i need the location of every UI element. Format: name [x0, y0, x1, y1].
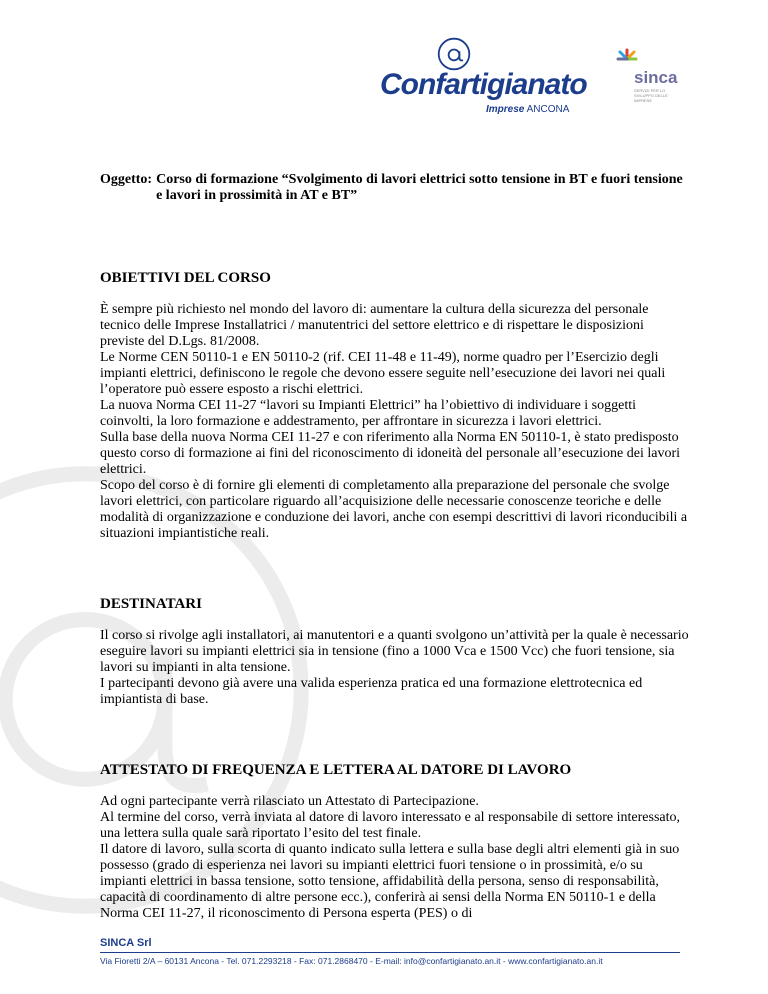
section-title-attestato: ATTESTATO DI FREQUENZA E LETTERA AL DATORE DI LAVORO	[100, 762, 572, 778]
paragraph: Al termine del corso, verrà inviata al datore di lavoro interessato e al responsabile di settore interessato, una lettera sulla quale sarà riportato l’esito del test finale.	[100, 810, 681, 841]
logo-sub-bold: Imprese	[486, 104, 525, 115]
paragraph: I partecipanti devono già avere una valida esperienza pratica ed una formazione elettrotecnica ed impiantista di base.	[100, 676, 643, 707]
footer-contact-info: Via Fioretti 2/A – 60131 Ancona - Tel. 071.2293218 - Fax: 071.2868470 - E-mail: info@confartigianato.an.it - www.confartigianato.an.it	[100, 956, 603, 966]
logo-sub-city: ANCONA	[526, 104, 570, 115]
sinca-wordmark: sinca	[634, 68, 678, 87]
page-footer	[100, 937, 680, 966]
section-title-destinatari: DESTINATARI	[100, 596, 202, 612]
paragraph: La nuova Norma CEI 11-27 “lavori su Impianti Elettrici” ha l’obiettivo di individuare i soggetti coinvolti, la loro formazione e addestramento, per affrontare in sicurezza i lavori elettrici.	[100, 398, 637, 429]
paragraph: Le Norme CEN 50110-1 e EN 50110-2 (rif. CEI 11-48 e 11-49), norme quadro per l’Esercizio degli impianti elettrici, definiscono le regole che devono essere seguite nell’esecuzione dei lavori nei quali l’operatore può essere esposto a rischi elettrici.	[100, 350, 666, 397]
header-logos	[380, 36, 680, 120]
paragraph: Sulla base della nuova Norma CEI 11-27 e con riferimento alla Norma EN 50110-1, è stato predisposto questo corso di formazione ai fini del riconoscimento di idoneità del personale all’esecuzione dei lavori elettrici.	[100, 430, 681, 477]
subject-text: Corso di formazione “Svolgimento di lavori elettrici sotto tensione in BT e fuori tensione e lavori in prossimità in AT e BT”	[156, 172, 683, 203]
sinca-tagline: SERVIZI PER LO SVILUPPO DELLE IMPRESE	[634, 88, 668, 103]
section-title-obiettivi: OBIETTIVI DEL CORSO	[100, 270, 271, 286]
sinca-star-icon	[616, 48, 638, 70]
subject-line	[100, 172, 690, 204]
footer-divider	[100, 952, 680, 953]
confartigianato-at-icon	[436, 36, 472, 72]
section-body-obiettivi	[100, 302, 690, 542]
sinca-logo	[616, 48, 676, 104]
paragraph: Ad ogni partecipante verrà rilasciato un Attestato di Partecipazione.	[100, 794, 480, 809]
subject-label: Oggetto:	[100, 172, 153, 187]
logo-subtitle	[486, 104, 569, 115]
paragraph: Il datore di lavoro, sulla scorta di quanto indicato sulla lettera e sulla base degli altri elementi già in suo possesso (grado di esperienza nei lavori su impianti elettrici fuori tensione o in prossimità, e/o su impianti elettrici in bassa tensione, sotto tensione, affidabilità della persona, senso di responsabilità, capacità di coordinamento di altre persone ecc.), conferirà ai sensi della Norma EN 50110-1 e della Norma CEI 11-27, il riconoscimento di Persona esperta (PES) o di	[100, 842, 680, 921]
section-body-destinatari	[100, 628, 690, 708]
paragraph: È sempre più richiesto nel mondo del lavoro di: aumentare la cultura della sicurezza del personale tecnico delle Imprese Installatrici / manutentrici del settore elettrico e di rispettare le disposizioni previste del D.Lgs. 81/2008.	[100, 302, 649, 349]
document-body	[100, 172, 690, 922]
paragraph: Il corso si rivolge agli installatori, ai manutentori e a quanti svolgono un’attività per la quale è necessario eseguire lavori su impianti elettrici sia in tensione (fino a 1000 Vca e 1500 Vcc) che fuori tensione, sia lavori su impianti in alta tensione.	[100, 628, 689, 675]
confartigianato-logo: Confartigianato	[380, 68, 587, 101]
paragraph: Scopo del corso è di fornire gli elementi di completamento alla preparazione del personale che svolge lavori elettrici, con particolare riguardo all’acquisizione delle necessarie conoscenze teoriche e delle modalità di organizzazione e conduzione dei lavori, anche con esempi descrittivi di lavori riconducibili a situazioni impiantistiche reali.	[100, 478, 688, 541]
footer-company: SINCA Srl	[100, 937, 152, 949]
section-body-attestato	[100, 794, 690, 922]
